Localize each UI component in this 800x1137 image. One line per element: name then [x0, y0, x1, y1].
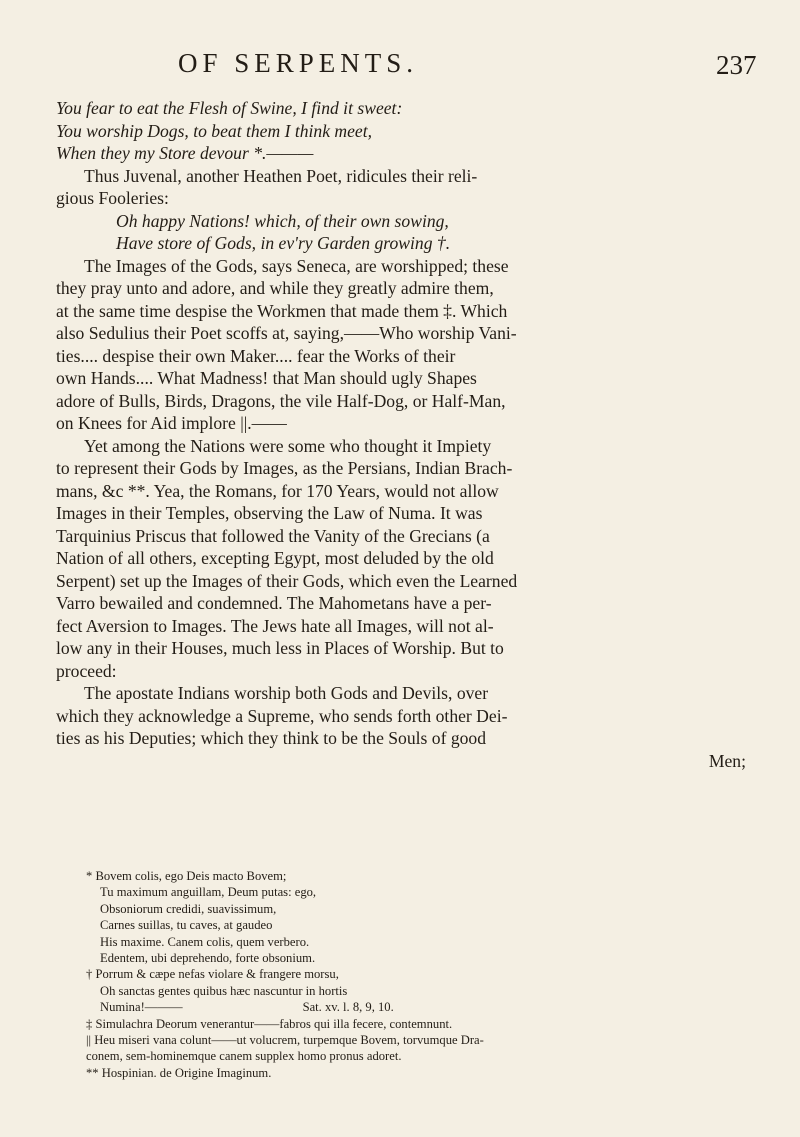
footnote-line: ‡ Simulachra Deorum venerantur——fabros qui illa fecere, contemnunt. — [86, 1016, 453, 1031]
footnote-line: || Heu miseri vana colunt——ut volucrem, turpemque Bovem, torvumque Dra- — [86, 1033, 484, 1048]
catchword: Men; — [708, 750, 746, 771]
footnote-line — [56, 999, 764, 1015]
footnote-line: Edentem, ubi deprehendo, forte obsonium. — [100, 951, 316, 966]
footnote-text: Numina!——— — [100, 1000, 183, 1015]
text-line: ties.... despise their own Maker.... fear the Works of their — [56, 345, 456, 366]
text-line: Thus Juvenal, another Heathen Poet, ridicules their reli- — [84, 165, 478, 186]
running-head: OF SERPENTS. — [178, 48, 419, 78]
text-line: Serpent) set up the Images of their Gods, which even the Learned — [56, 570, 518, 591]
footnote-reference: Sat. xv. l. 8, 9, 10. — [302, 1000, 394, 1015]
text-line: on Knees for Aid implore ||.—— — [56, 413, 287, 433]
verse-line: You fear to eat the Flesh of Swine, I find it sweet: — [56, 98, 403, 118]
text-line: Tarquinius Priscus that followed the Vanity of the Grecians (a — [56, 525, 490, 546]
text-line: at the same time despise the Workmen that made them ‡. Which — [56, 300, 508, 321]
text-line: adore of Bulls, Birds, Dragons, the vile Half-Dog, or Half-Man, — [56, 390, 506, 411]
footnotes — [56, 868, 764, 1081]
verse-line: When they my Store devour *.——— — [56, 143, 314, 163]
text-line: Yet among the Nations were some who thought it Impiety — [84, 435, 492, 456]
text-line: Nation of all others, excepting Egypt, most deluded by the old — [56, 548, 494, 568]
text-line: own Hands.... What Madness! that Man should ugly Shapes — [56, 368, 477, 388]
text-line: The Images of the Gods, says Seneca, are worshipped; these — [84, 255, 509, 276]
footnote-line: conem, sem-hominemque canem supplex homo pronus adoret. — [86, 1049, 402, 1064]
text-line: which they acknowledge a Supreme, who sends forth other Dei- — [56, 705, 508, 726]
text-line: mans, &c **. Yea, the Romans, for 170 Years, would not allow — [56, 480, 499, 501]
main-text — [56, 97, 764, 772]
text-line: also Sedulius their Poet scoffs at, saying,——Who worship Vani- — [56, 323, 517, 343]
page-number: 237 — [716, 50, 757, 80]
footnote-line: † Porrum & cæpe nefas violare & frangere morsu, — [86, 967, 339, 982]
verse-line: You worship Dogs, to beat them I think meet, — [56, 120, 373, 141]
text-line: Images in their Temples, observing the Law of Numa. It was — [56, 503, 483, 523]
verse-line: Oh happy Nations! which, of their own sowing, — [116, 210, 449, 231]
footnote-line: ** Hospinian. de Origine Imaginum. — [86, 1065, 272, 1080]
text-line: fect Aversion to Images. The Jews hate all Images, will not al- — [56, 615, 494, 636]
footnote-line: Carnes suillas, tu caves, at gaudeo — [100, 918, 273, 933]
footnote-line: Obsoniorum credidi, suavissimum, — [100, 901, 277, 916]
text-line: The apostate Indians worship both Gods and Devils, over — [84, 683, 489, 703]
text-line: low any in their Houses, much less in Places of Worship. But to — [56, 638, 504, 658]
text-line: Varro bewailed and condemned. The Mahometans have a per- — [56, 593, 492, 613]
footnote-line: Tu maximum anguillam, Deum putas: ego, — [100, 885, 317, 900]
verse-line: Have store of Gods, in ev'ry Garden growing †. — [116, 233, 451, 253]
text-line: they pray unto and adore, and while they greatly admire them, — [56, 278, 494, 298]
text-line: proceed: — [56, 660, 117, 681]
footnote-line: His maxime. Canem colis, quem verbero. — [100, 934, 310, 949]
text-line: ties as his Deputies; which they think to be the Souls of good — [56, 728, 487, 748]
page-header — [0, 48, 800, 88]
text-line: to represent their Gods by Images, as the Persians, Indian Brach- — [56, 458, 513, 478]
footnote-line: * Bovem colis, ego Deis macto Bovem; — [86, 869, 287, 883]
text-line: gious Fooleries: — [56, 188, 169, 208]
footnote-line: Oh sanctas gentes quibus hæc nascuntur in hortis — [100, 983, 348, 998]
